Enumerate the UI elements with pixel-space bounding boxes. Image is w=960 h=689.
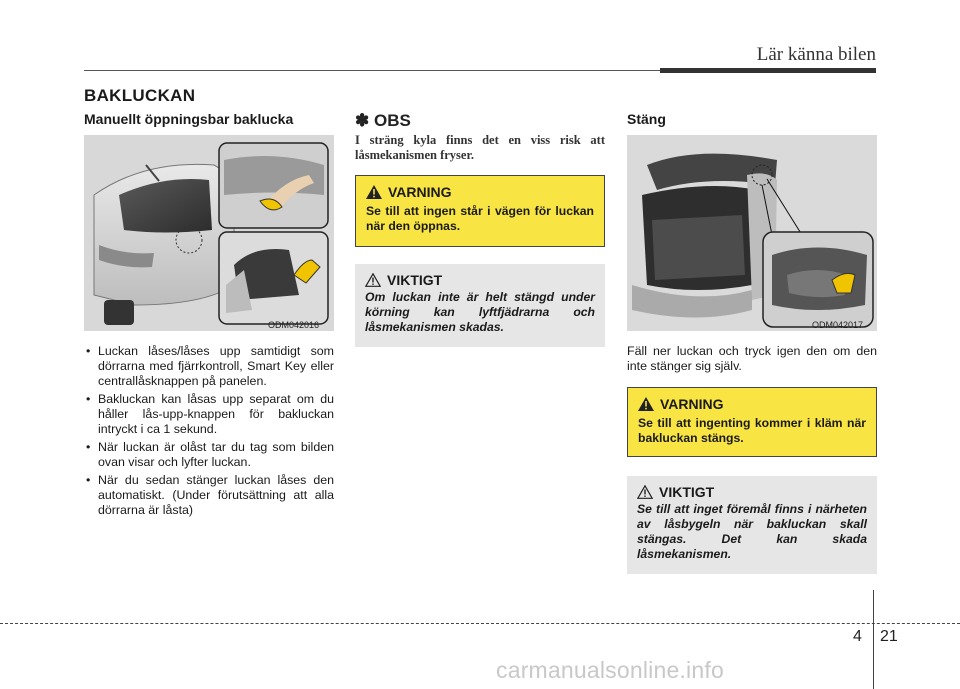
caution-title: VIKTIGT (387, 272, 443, 288)
warning-header (638, 396, 866, 412)
warning-text: Se till att ingen står i vägen för luckan när den öppnas. (366, 204, 594, 233)
car-open-tailgate-illustration (627, 135, 877, 331)
list-item: • När du sedan stänger luckan låses den automatiskt. (Under förutsättning att alla dörrarna är låsta) (84, 473, 334, 518)
col1-heading: Manuellt öppningsbar baklucka (84, 111, 294, 127)
obs-text: I sträng kyla finns det en viss risk att låsmekanismen fryser. (355, 133, 605, 162)
car-rear-illustration (84, 135, 334, 331)
tailgate-open-photo (84, 135, 334, 331)
col3-warning-box (627, 387, 877, 457)
chapter-title: Lär känna bilen (756, 44, 876, 65)
warning-text: Se till att ingenting kommer i kläm när bakluckan stängs. (638, 416, 866, 445)
col3-photo-label: ODM042017 (812, 320, 864, 330)
caution-text: Om luckan inte är helt stängd under körning kan lyftfjädrarna och låsmekanismen skadas. (365, 290, 595, 334)
caution-triangle-icon (637, 485, 653, 499)
list-item: • När luckan är olåst tar du tag som bilden ovan visar och lyfter luckan. (84, 440, 334, 470)
col1-photo-label: ODM042016 (268, 320, 320, 330)
caution-header (637, 484, 867, 500)
page-number: 21 (880, 628, 898, 645)
col3-caution-box (627, 476, 877, 574)
caution-title: VIKTIGT (659, 484, 715, 500)
warning-header (366, 184, 594, 200)
obs-title: ✽ OBS (355, 111, 411, 130)
warning-triangle-icon (366, 185, 382, 199)
tailgate-close-photo (627, 135, 877, 331)
watermark: carmanualsonline.info (496, 657, 724, 683)
list-item: • Luckan låses/låses upp samtidigt som dörrarna med fjärrkontroll, Smart Key eller centrallåsknappen på panelen. (84, 344, 334, 389)
caution-header (365, 272, 595, 288)
caution-triangle-icon (365, 273, 381, 287)
warning-triangle-icon (638, 397, 654, 411)
col2-caution-box (355, 264, 605, 347)
col3-text: Fäll ner luckan och tryck igen den om den inte stänger sig själv. (627, 344, 877, 373)
col2-warning-box (355, 175, 605, 247)
col3-heading: Stäng (627, 111, 666, 127)
footer-divider (873, 590, 874, 689)
section-title: BAKLUCKAN (84, 86, 196, 105)
list-item: • Bakluckan kan låsas upp separat om du håller lås-upp-knappen för bakluckan intryckt i ca 1 sekund. (84, 392, 334, 437)
chapter-number: 4 (853, 628, 862, 645)
footer-rule (0, 623, 960, 624)
warning-title: VARNING (388, 184, 452, 200)
header-rule-accent (660, 68, 876, 73)
caution-text: Se till att inget föremål finns i närheten av låsbygeln när bakluckan skall stängas. Det kan skada låsmekanismen. (637, 502, 867, 561)
col1-bullet-list (84, 344, 334, 521)
warning-title: VARNING (660, 396, 724, 412)
